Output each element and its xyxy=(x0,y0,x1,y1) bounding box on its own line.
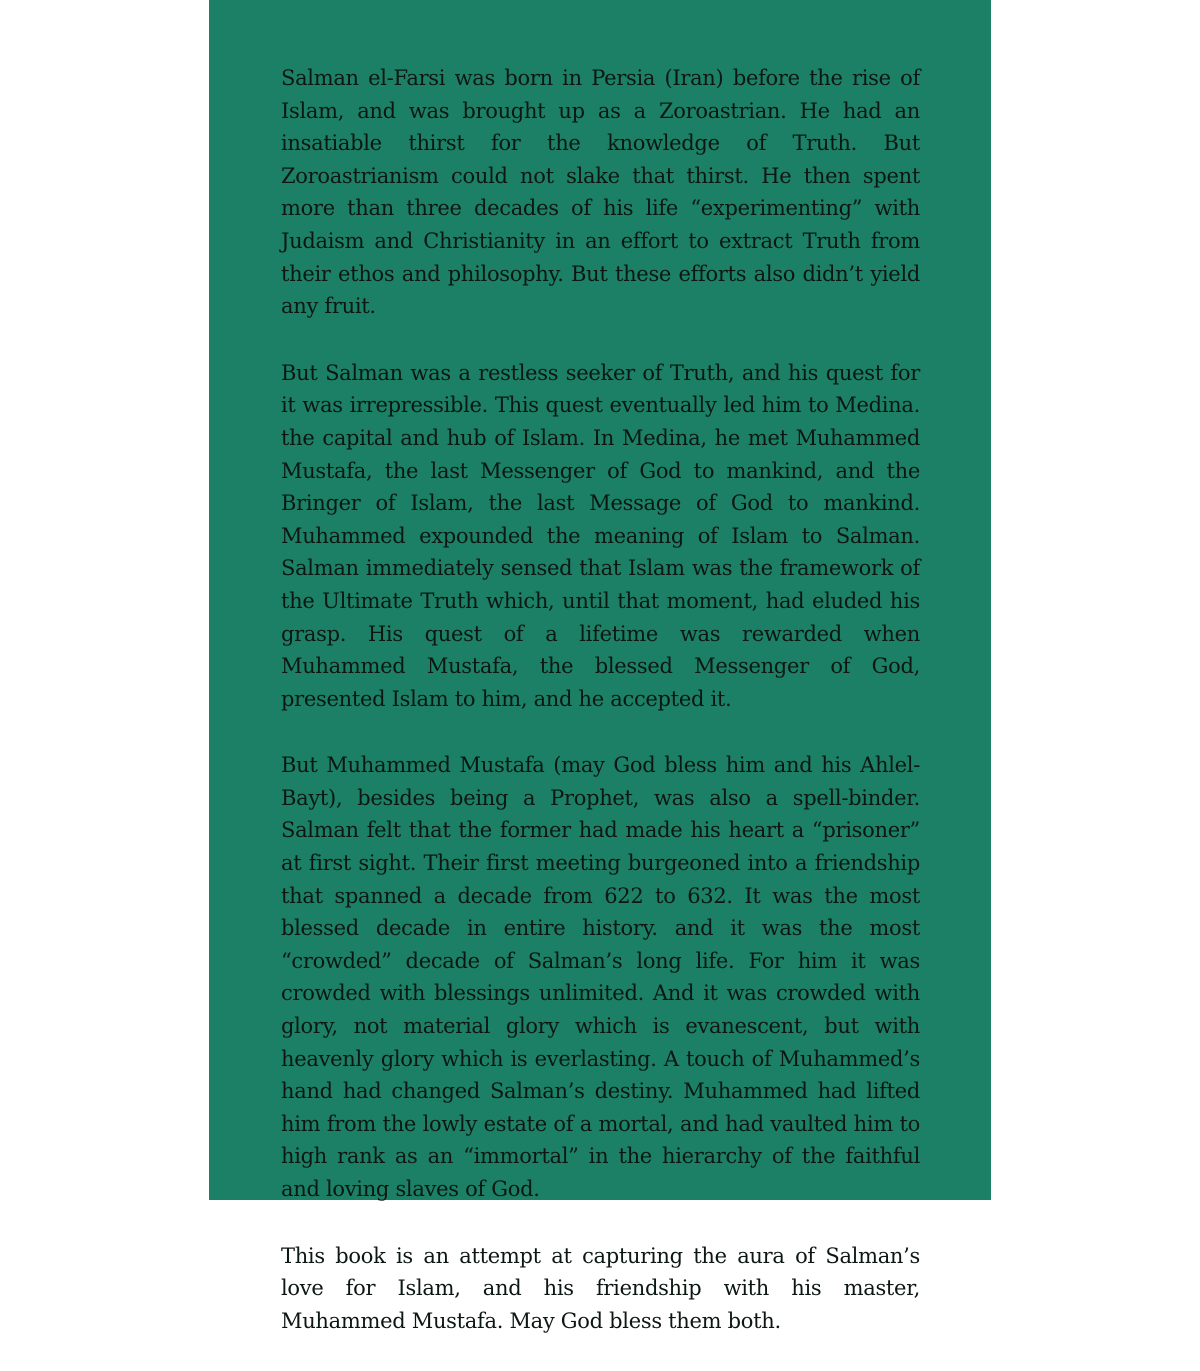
blurb-paragraph-1: Salman el-Farsi was born in Persia (Iran) before the rise of Islam, and was brought up as a Zoroastrian. He had an insatiable thirst for the knowledge of Truth. But Zoroastrianism could not slake that thirst. He then spent more than three decades of his life “experimenting” with Judaism and Christianity in an effort to extract Truth from their ethos and philosophy. But these efforts also didn’t yield any fruit. xyxy=(281,66,920,319)
blurb-paragraph-2: But Salman was a restless seeker of Truth, and his quest for it was irrepressible. This quest eventually led him to Medina. the capital and hub of Islam. In Medina, he met Muhammed Mustafa, the last Messenger of God to mankind, and the Bringer of Islam, the last Message of God to mankind. Muhammed expounded the meaning of Islam to Salman. Salman immediately sensed that Islam was the framework of the Ultimate Truth which, until that moment, had eluded his grasp. His quest of a lifetime was rewarded when Muhammed Mustafa, the blessed Messenger of God, presented Islam to him, and he accepted it. xyxy=(281,360,920,711)
blurb-paragraph-4: This book is an attempt at capturing the aura of Salman’s love for Islam, and his friendship with his master, Muhammed Mustafa. May God bless them both. xyxy=(281,1243,920,1333)
cover-blurb xyxy=(281,62,920,1371)
blurb-paragraph-3: But Muhammed Mustafa (may God bless him and his Ahlel-Bayt), besides being a Prophet, was also a spell-binder. Salman felt that the former had made his heart a “prisoner” at first sight. Their first meeting burgeoned into a friendship that spanned a decade from 622 to 632. It was the most blessed decade in entire history. and it was the most “crowded” decade of Salman’s long life. For him it was crowded with blessings unlimited. And it was crowded with glory, not material glory which is evanescent, but with heavenly glory which is everlasting. A touch of Muhammed’s hand had changed Salman’s destiny. Muhammed had lifted him from the lowly estate of a mortal, and had vaulted him to high rank as an “immortal” in the hierarchy of the faithful and loving slaves of God. xyxy=(281,753,920,1201)
book-back-cover xyxy=(209,0,991,1333)
